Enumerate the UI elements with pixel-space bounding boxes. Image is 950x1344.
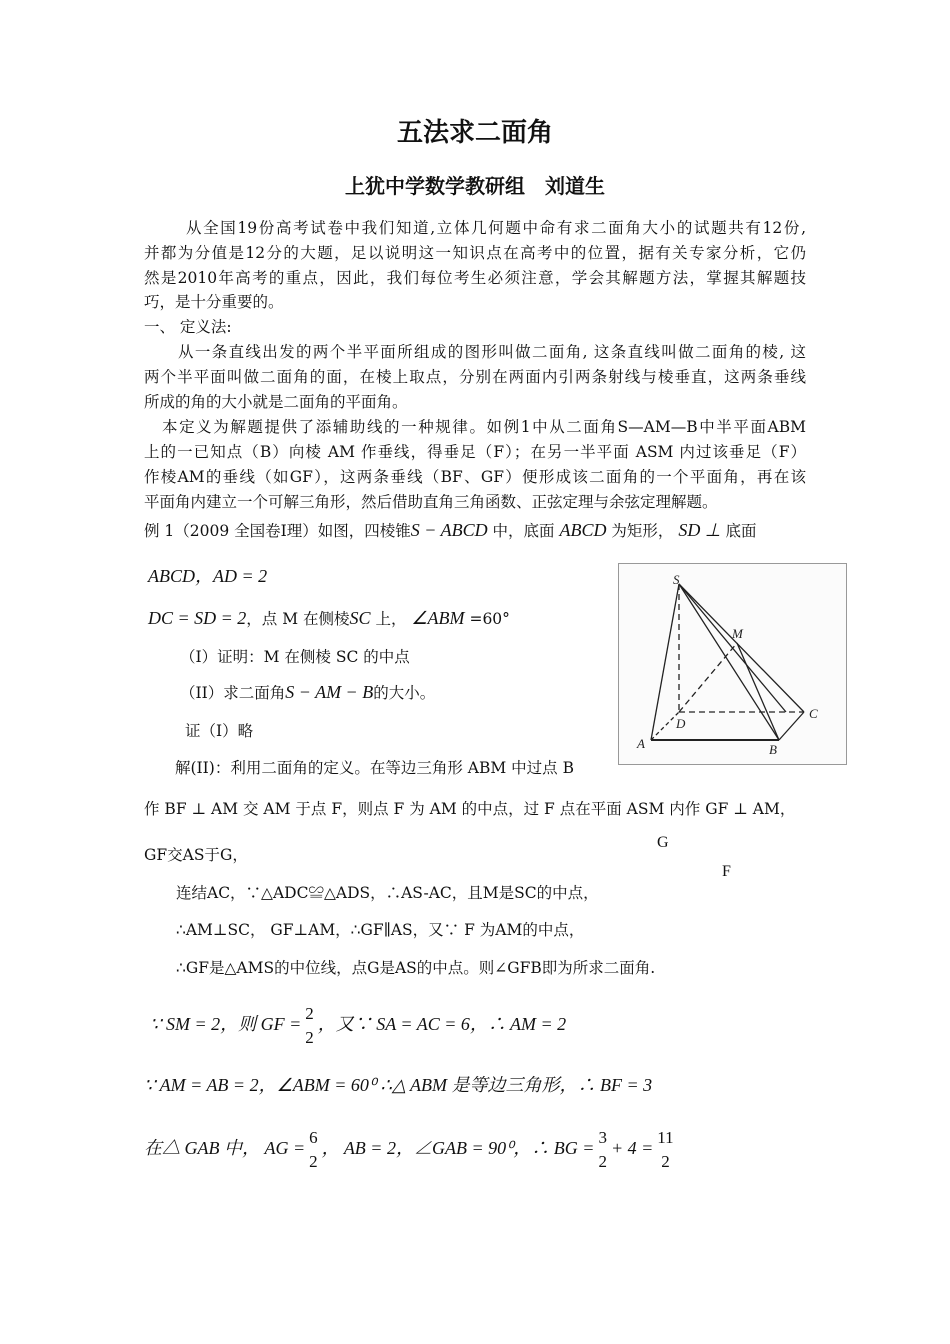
label-g: G — [657, 834, 669, 851]
pyramid-figure — [618, 563, 847, 765]
definition-line: 两个半平面叫做二面角的面，在棱上取点，分别在两面内引两条射线与棱垂直，这两条垂线 — [144, 368, 806, 386]
intro-line: 巧，是十分重要的。 — [144, 293, 284, 311]
explain-line: 作棱AM的垂线（如GF），这两条垂线（BF、GF）便形成该二面角的一个平面角，再在该 — [144, 468, 806, 486]
label-d: D — [676, 716, 686, 731]
equation-1: ∵ SM = 2，则 GF = 2 2 ，又∵ SA = AC = 6，∴ AM = 2 — [150, 1000, 566, 1050]
edge-sb — [679, 584, 779, 740]
section-heading: 一、 定义法: — [144, 318, 232, 336]
edge-sc-outer — [679, 584, 804, 712]
explain-line: 平面角内建立一个可解三角形，然后借助直角三角函数、正弦定理与余弦定理解题。 — [144, 493, 718, 511]
solution-line: ∴GF是△AMS的中位线，点G是AS的中点。则∠GFB即为所求二面角. — [176, 959, 656, 977]
label-c: C — [809, 706, 818, 721]
solution-line: 连结AC，∵△ADC≌△ADS，∴AS-AC，且M是SC的中点， — [176, 884, 599, 902]
label-m: M — [732, 626, 743, 641]
label-f: F — [722, 863, 731, 880]
question-2: （II）求二面角S − AM − B的大小。 — [180, 682, 436, 702]
example-condition: ABCD，AD = 2 — [148, 566, 268, 586]
solution-line: 解(II)：利用二面角的定义。在等边三角形 ABM 中过点 B — [175, 759, 574, 777]
equation-3: 在△ GAB 中， AG = 6 2 ， AB = 2，∠GAB = 90⁰，∴ BG = 3 2 + 4 = 11 2 — [144, 1128, 674, 1171]
solution-line: ∴AM⊥SC， GF⊥AM，∴GF∥AS，又∵ F 为AM的中点， — [176, 921, 585, 939]
label-b: B — [769, 742, 777, 757]
definition-line: 所成的角的大小就是二面角的平面角。 — [144, 393, 408, 411]
intro-line: 并都为分值是12分的大题，足以说明这一知识点在高考中的位置，据有关专家分析，它仍 — [144, 244, 806, 262]
fraction: 2 2 — [305, 1004, 314, 1047]
proof-1: 证（I）略 — [185, 722, 254, 740]
pyramid-diagram — [619, 564, 846, 764]
page-title: 五法求二面角 — [396, 118, 553, 148]
example-line: 例 1（2009 全国卷Ⅰ理）如图，四棱锥S − ABCD 中，底面 ABCD 为矩形， SD ⊥ 底面 — [144, 520, 757, 540]
edge-dm — [679, 643, 737, 712]
edge-sa — [651, 584, 679, 740]
solution-line: 作 BF ⊥ AM 交 AM 于点 F，则点 F 为 AM 的中点，过 F 点在平面 ASM 内作 GF ⊥ AM， — [144, 800, 796, 818]
definition-line: 从一条直线出发的两个半平面所组成的图形叫做二面角, 这条直线叫做二面角的棱, 这 — [178, 343, 806, 361]
label-s: S — [673, 572, 680, 587]
edge-bc — [779, 712, 804, 740]
intro-line: 从全国19份高考试卷中我们知道,立体几何题中命有求二面角大小的试题共有12份, — [186, 219, 806, 237]
label-a: A — [637, 736, 645, 751]
solution-line: GF交AS于G， — [144, 846, 248, 864]
edge-mb — [737, 643, 779, 740]
author-subtitle: 上犹中学数学教研组 刘道生 — [345, 174, 605, 198]
explain-line: 上的一已知点（B）向棱 AM 作垂线，得垂足（F）；在另一半平面 ASM 内过该垂足（F） — [144, 443, 806, 461]
example-condition: DC = SD = 2，点 M 在侧棱SC 上， ∠ABM =60° — [148, 608, 510, 628]
equation-2: ∵ AM = AB = 2，∠ABM = 60⁰ ∴△ ABM 是等边三角形，∴ BF = 3 — [144, 1075, 653, 1095]
question-1: （I）证明：M 在侧棱 SC 的中点 — [180, 648, 410, 666]
explain-line: 本定义为解题提供了添辅助线的一种规律。如例1中从二面角S—AM—B中半平面ABM — [162, 418, 806, 436]
intro-line: 然是2010年高考的重点，因此，我们每位考生必须注意，学会其解题方法，掌握其解题技 — [144, 269, 806, 287]
